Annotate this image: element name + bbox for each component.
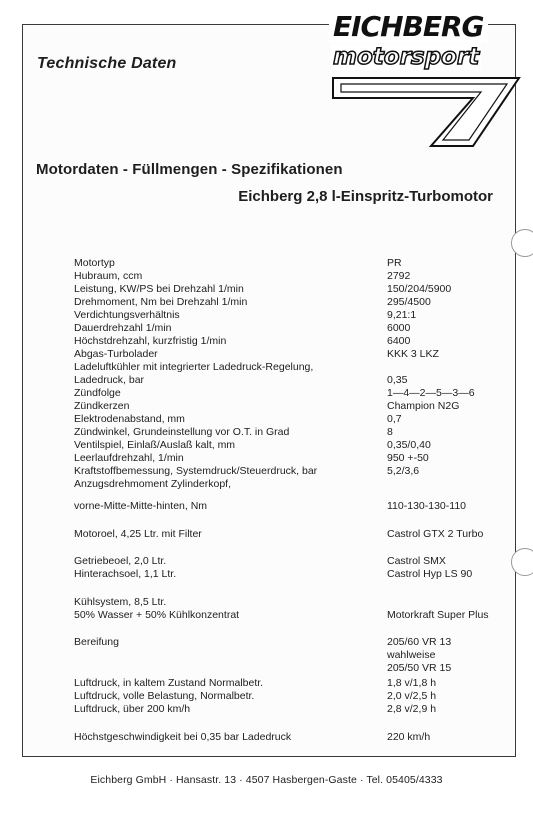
spec-row [74,690,504,703]
spec-row [74,426,504,439]
spec-row [74,387,504,400]
eichberg-logo [323,6,523,156]
spec-label: Bereifung [74,636,119,648]
spec-label: Leistung, KW/PS bei Drehzahl 1/min [74,283,244,295]
spec-label: Ladeluftkühler mit integrierter Ladedruck-Regelung, [74,361,314,373]
spec-value: 9,21:1 [387,309,417,321]
spec-value: 5,2/3,6 [387,465,420,477]
spec-label: Motortyp [74,257,115,269]
spec-value: 1,8 v/1,8 h [387,677,437,689]
spec-label: Motoroel, 4,25 Ltr. mit Filter [74,528,202,540]
spec-value: 150/204/5900 [387,283,452,295]
spec-label: Höchstdrehzahl, kurzfristig 1/min [74,335,227,347]
spec-row [74,257,504,270]
spec-value: 950 +-50 [387,452,429,464]
spec-label: Abgas-Turbolader [74,348,158,360]
spec-label: Ladedruck, bar [74,374,145,386]
spec-row [74,528,504,541]
spec-row [74,400,504,413]
logo-brand-text: EICHBERG [329,10,488,43]
spec-label: Höchstgeschwindigkeit bei 0,35 bar Ladedruck [74,731,292,743]
spec-value: 2,0 v/2,5 h [387,690,437,702]
spec-label: Hubraum, ccm [74,270,143,282]
spec-value: Castrol SMX [387,555,446,567]
spec-row [74,374,504,387]
spec-label: Verdichtungsverhältnis [74,309,180,321]
spec-value: 110-130-130-110 [387,500,467,512]
spec-row [74,452,504,465]
spec-label: Drehmoment, Nm bei Drehzahl 1/min [74,296,248,308]
punch-hole [511,229,533,257]
spec-label: Leerlaufdrehzahl, 1/min [74,452,184,464]
spec-row [74,361,504,374]
spec-row [74,270,504,283]
spec-row [74,596,504,609]
spec-label: Kühlsystem, 8,5 Ltr. [74,596,167,608]
punch-hole [511,548,533,576]
spec-row [74,478,504,491]
spec-label: Luftdruck, in kaltem Zustand Normalbetr. [74,677,264,689]
spec-label: Dauerdrehzahl 1/min [74,322,172,334]
spec-row [74,731,504,744]
spec-value: wahlweise [387,649,436,661]
spec-row [74,677,504,690]
section-title: Motordaten - Füllmengen - Spezifikationen [36,161,343,178]
spec-value: 1—4—2—5—3—6 [387,387,475,399]
spec-value: 2,8 v/2,9 h [387,703,437,715]
spec-label: Hinterachsoel, 1,1 Ltr. [74,568,177,580]
spec-value: 6400 [387,335,411,347]
spec-label: Zündkerzen [74,400,130,412]
spec-row [74,413,504,426]
spec-label: vorne-Mitte-Mitte-hinten, Nm [74,500,208,512]
spec-value: 205/60 VR 13 [387,636,452,648]
spec-label: Kraftstoffbemessung, Systemdruck/Steuerdruck, bar [74,465,318,477]
spec-value: 2792 [387,270,411,282]
spec-label: 50% Wasser + 50% Kühlkonzentrat [74,609,240,621]
spec-row [74,649,504,662]
spec-row [74,296,504,309]
spec-value: 295/4500 [387,296,431,308]
spec-label: Luftdruck, volle Belastung, Normalbetr. [74,690,255,702]
spec-label: Zündwinkel, Grundeinstellung vor O.T. in Grad [74,426,290,438]
spec-row [74,335,504,348]
spec-value: PR [387,257,402,269]
spec-value: Motorkraft Super Plus [387,609,489,621]
spec-value: 0,35/0,40 [387,439,431,451]
spec-label: Getriebeoel, 2,0 Ltr. [74,555,167,567]
spec-value: 220 km/h [387,731,431,743]
spec-value: 8 [387,426,393,438]
spec-row [74,500,504,513]
spec-value: Castrol Hyp LS 90 [387,568,473,580]
page-title: Technische Daten [37,55,177,72]
spec-row [74,283,504,296]
spec-label: Zündfolge [74,387,121,399]
spec-row [74,322,504,335]
spec-row [74,439,504,452]
spec-row [74,609,504,622]
spec-row [74,568,504,581]
spec-value: Castrol GTX 2 Turbo [387,528,484,540]
footer-address: Eichberg GmbH · Hansastr. 13 · 4507 Hasbergen-Gaste · Tel. 05405/4333 [90,774,443,786]
spec-label: Ventilspiel, Einlaß/Auslaß kalt, mm [74,439,236,451]
spec-value: KKK 3 LKZ [387,348,439,360]
logo-sub-text: motorsport [333,44,480,70]
spec-label: Anzugsdrehmoment Zylinderkopf, [74,478,231,490]
spec-row [74,703,504,716]
spec-row [74,465,504,478]
spec-row [74,348,504,361]
spec-label: Luftdruck, über 200 km/h [74,703,191,715]
spec-label: Elektrodenabstand, mm [74,413,185,425]
spec-value: 205/50 VR 15 [387,662,452,674]
spec-row [74,555,504,568]
spec-row [74,309,504,322]
spec-value: 6000 [387,322,411,334]
engine-title: Eichberg 2,8 l-Einspritz-Turbomotor [238,188,493,205]
spec-row [74,662,504,675]
spec-row [74,636,504,649]
spec-value: 0,35 [387,374,408,386]
spec-value: 0,7 [387,413,402,425]
spec-value: Champion N2G [387,400,460,412]
